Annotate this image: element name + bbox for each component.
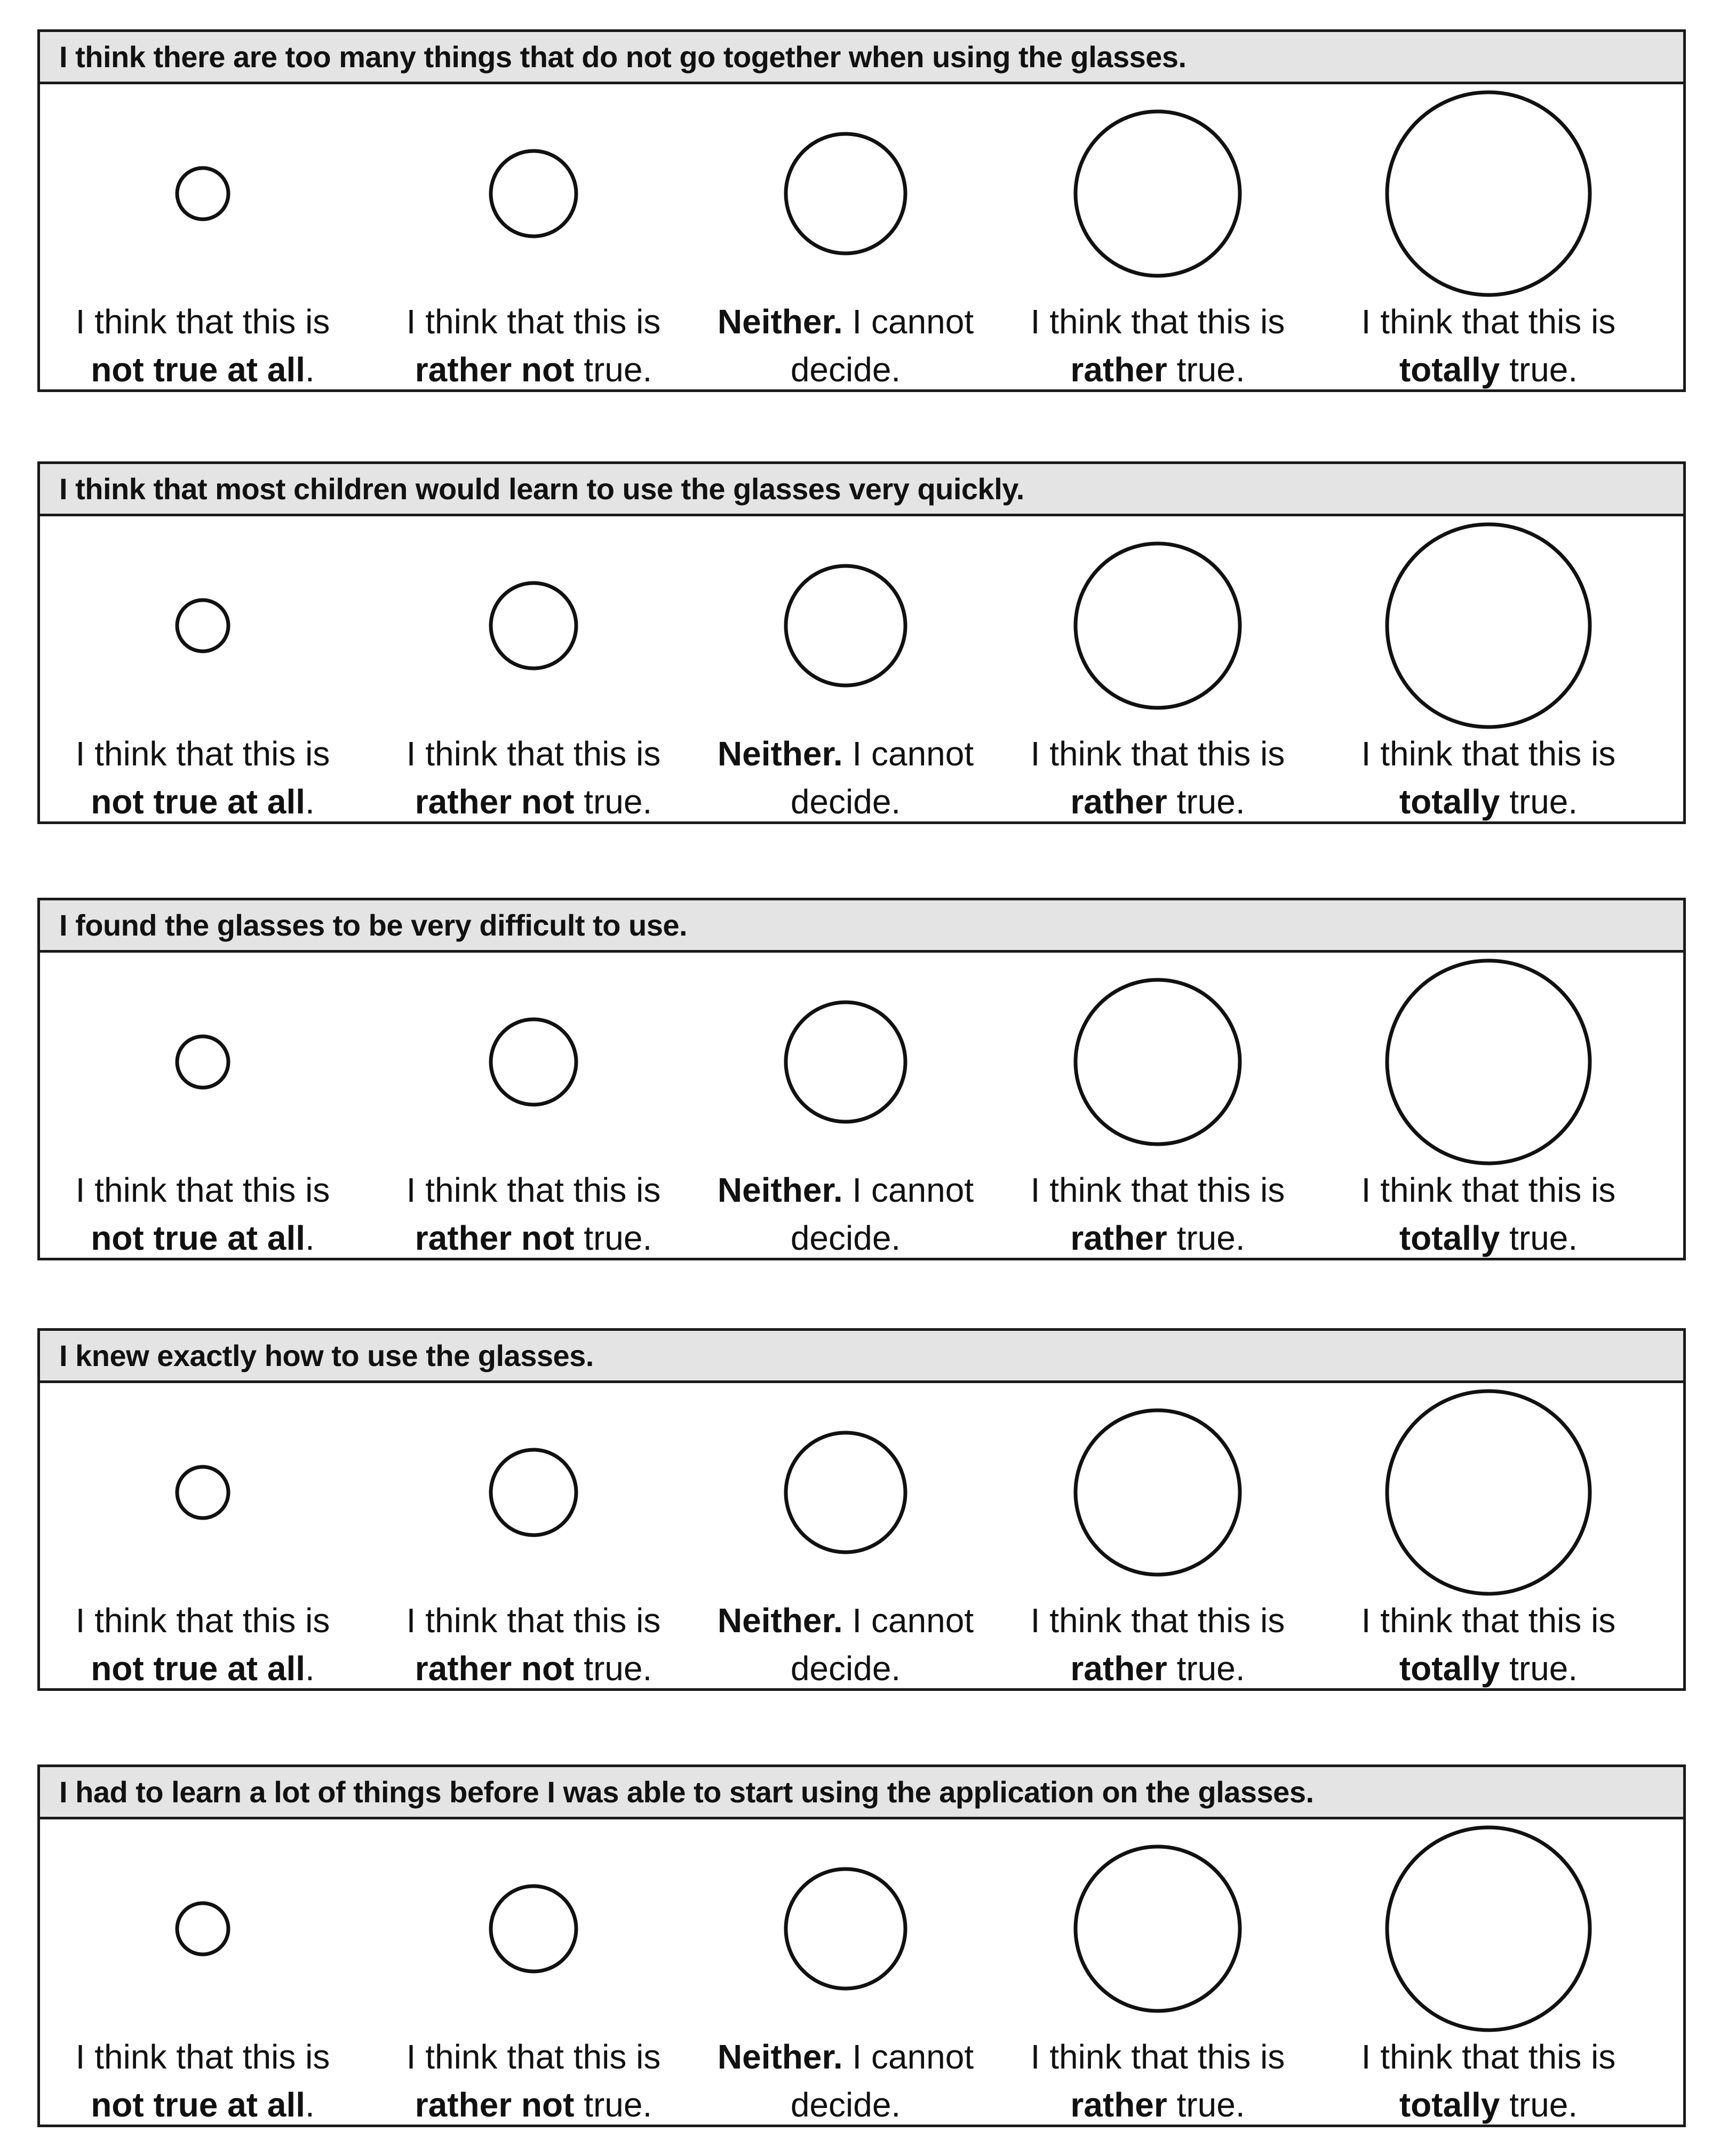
- scale-label-text: I think that this is: [1030, 2038, 1285, 2076]
- scale-option-4[interactable]: [1008, 84, 1307, 389]
- radio-circle[interactable]: [1076, 1847, 1240, 2011]
- rating-circle-icon[interactable]: [696, 1383, 995, 1596]
- question-text: I think that most children would learn to use the glasses very quickly.: [40, 464, 1683, 516]
- rating-circle-icon[interactable]: [384, 953, 683, 1166]
- scale-label-line-1: [1339, 2033, 1638, 2081]
- scale-label-emphasis: totally: [1399, 782, 1500, 821]
- scale-label-line-1: [696, 1596, 995, 1644]
- scale-label: [1339, 298, 1638, 394]
- radio-circle[interactable]: [177, 1036, 228, 1088]
- scale-label-line-2: [1008, 778, 1307, 826]
- scale-label-emphasis: rather not: [415, 350, 575, 389]
- question-5: [37, 1764, 1686, 2127]
- scale-label-text: true.: [574, 1649, 652, 1688]
- rating-circle-icon[interactable]: [384, 1819, 683, 2033]
- scale-label-text: I cannot: [842, 302, 974, 341]
- scale-option-5[interactable]: [1339, 84, 1638, 389]
- scale-option-1[interactable]: [53, 1383, 352, 1688]
- scale-option-1[interactable]: [53, 516, 352, 821]
- radio-circle[interactable]: [1076, 1410, 1240, 1575]
- scale-label-line-1: [53, 298, 352, 346]
- radio-circle[interactable]: [177, 600, 228, 651]
- radio-circle[interactable]: [1387, 524, 1590, 727]
- radio-circle[interactable]: [786, 1002, 905, 1122]
- question-1: [37, 29, 1686, 392]
- scale-label-text: true.: [574, 2086, 652, 2124]
- scale-option-4[interactable]: [1008, 1819, 1307, 2125]
- scale-label-line-2: [53, 778, 352, 826]
- scale-label: [1339, 2033, 1638, 2129]
- scale-label-text: decide.: [790, 1649, 901, 1688]
- scale-label-text: .: [305, 350, 315, 389]
- scale-label-emphasis: rather not: [415, 1219, 575, 1257]
- scale-label-line-1: [1008, 730, 1307, 778]
- scale-label: [1008, 730, 1307, 826]
- scale-label-text: true.: [1500, 350, 1578, 389]
- scale-label-emphasis: rather not: [415, 2086, 575, 2124]
- scale-option-5[interactable]: [1339, 1383, 1638, 1688]
- scale-label-line-2: [53, 346, 352, 394]
- scale-label-line-2: [53, 2081, 352, 2129]
- rating-circle-icon[interactable]: [696, 84, 995, 298]
- radio-circle[interactable]: [491, 1886, 576, 1971]
- scale-label-line-2: [1008, 2081, 1307, 2129]
- scale-label-line-1: [53, 730, 352, 778]
- scale-label-line-1: [1008, 2033, 1307, 2081]
- scale-label-text: true.: [1500, 1219, 1578, 1257]
- scale-label-emphasis: Neither.: [717, 2038, 843, 2076]
- scale-label-line-1: [696, 1166, 995, 1214]
- radio-circle[interactable]: [786, 566, 905, 685]
- scale-option-3[interactable]: [696, 953, 995, 1258]
- scale-label-line-2: [1339, 346, 1638, 394]
- scale-label-text: decide.: [790, 1219, 901, 1257]
- scale-label-text: true.: [1167, 1219, 1245, 1257]
- rating-scale: [40, 1383, 1683, 1688]
- scale-label-line-2: [696, 1644, 995, 1692]
- scale-label-emphasis: not true at all: [91, 1219, 306, 1257]
- radio-circle[interactable]: [491, 1450, 576, 1535]
- scale-label-text: I think that this is: [1361, 2038, 1616, 2076]
- scale-option-1[interactable]: [53, 1819, 352, 2125]
- radio-circle[interactable]: [1387, 1391, 1590, 1594]
- rating-circle-icon[interactable]: [53, 84, 352, 298]
- scale-option-2[interactable]: [384, 1819, 683, 2125]
- scale-label-text: .: [305, 1649, 315, 1688]
- scale-label-text: true.: [1167, 782, 1245, 821]
- scale-label-emphasis: totally: [1399, 2086, 1500, 2124]
- scale-label-line-2: [696, 1214, 995, 1262]
- radio-circle[interactable]: [1076, 980, 1240, 1144]
- scale-label: [696, 1596, 995, 1692]
- scale-label-text: I think that this is: [406, 1601, 661, 1640]
- scale-label: [696, 298, 995, 394]
- scale-label-line-1: [1008, 1166, 1307, 1214]
- scale-label-text: I think that this is: [1361, 302, 1616, 341]
- scale-option-2[interactable]: [384, 1383, 683, 1688]
- rating-circle-icon[interactable]: [696, 953, 995, 1166]
- radio-circle[interactable]: [491, 1019, 576, 1105]
- scale-label-text: I think that this is: [1361, 1601, 1616, 1640]
- scale-label-line-2: [1339, 778, 1638, 826]
- scale-label-emphasis: rather: [1070, 350, 1167, 389]
- radio-circle[interactable]: [1076, 111, 1240, 276]
- scale-label-text: I think that this is: [75, 2038, 330, 2076]
- rating-circle-icon[interactable]: [53, 1383, 352, 1596]
- scale-label-line-2: [696, 2081, 995, 2129]
- scale-label-text: I cannot: [842, 1601, 974, 1640]
- rating-circle-icon[interactable]: [1339, 84, 1638, 298]
- scale-option-4[interactable]: [1008, 516, 1307, 821]
- scale-label-text: I think that this is: [406, 1171, 661, 1209]
- scale-label-line-1: [384, 298, 683, 346]
- rating-circle-icon[interactable]: [1008, 516, 1307, 730]
- rating-circle-icon[interactable]: [1008, 84, 1307, 298]
- scale-label-text: I think that this is: [75, 734, 330, 773]
- scale-label-text: true.: [1500, 2086, 1578, 2124]
- scale-label-text: I cannot: [842, 2038, 974, 2076]
- scale-label-line-1: [696, 730, 995, 778]
- scale-label-line-2: [1339, 1214, 1638, 1262]
- scale-label-text: decide.: [790, 2086, 901, 2124]
- scale-label: [384, 1166, 683, 1262]
- scale-label: [696, 1166, 995, 1262]
- rating-circle-icon[interactable]: [384, 1383, 683, 1596]
- scale-label: [1008, 1166, 1307, 1262]
- radio-circle[interactable]: [491, 151, 576, 236]
- scale-label-emphasis: not true at all: [91, 350, 306, 389]
- scale-label: [384, 1596, 683, 1692]
- radio-circle[interactable]: [491, 583, 576, 668]
- scale-option-5[interactable]: [1339, 1819, 1638, 2125]
- scale-label-line-1: [53, 1596, 352, 1644]
- scale-label-text: I think that this is: [1361, 734, 1616, 773]
- rating-circle-icon[interactable]: [53, 516, 352, 730]
- scale-label-text: I think that this is: [75, 1171, 330, 1209]
- scale-label-text: I cannot: [842, 1171, 974, 1209]
- scale-label-text: true.: [1167, 1649, 1245, 1688]
- rating-circle-icon[interactable]: [1008, 953, 1307, 1166]
- scale-label: [53, 1166, 352, 1262]
- scale-option-3[interactable]: [696, 84, 995, 389]
- scale-label: [53, 730, 352, 826]
- radio-circle[interactable]: [786, 134, 905, 253]
- rating-circle-icon[interactable]: [1008, 1819, 1307, 2033]
- scale-label-text: decide.: [790, 350, 901, 389]
- radio-circle[interactable]: [177, 168, 228, 219]
- question-text: I found the glasses to be very difficult to use.: [40, 900, 1683, 953]
- scale-label-emphasis: Neither.: [717, 734, 843, 773]
- rating-circle-icon[interactable]: [53, 1819, 352, 2033]
- scale-label-line-2: [53, 1644, 352, 1692]
- scale-label-text: true.: [1167, 350, 1245, 389]
- rating-circle-icon[interactable]: [1008, 1383, 1307, 1596]
- rating-circle-icon[interactable]: [1339, 953, 1638, 1166]
- rating-scale: [40, 953, 1683, 1258]
- rating-circle-icon[interactable]: [384, 516, 683, 730]
- rating-scale: [40, 84, 1683, 389]
- scale-label-line-2: [1008, 1214, 1307, 1262]
- scale-label-text: I think that this is: [75, 1601, 330, 1640]
- scale-label-line-2: [384, 1214, 683, 1262]
- question-4: [37, 1328, 1686, 1691]
- scale-label: [53, 2033, 352, 2129]
- radio-circle[interactable]: [786, 1869, 905, 1989]
- scale-label-line-2: [1008, 346, 1307, 394]
- scale-label-text: I think that this is: [1030, 734, 1285, 773]
- scale-label-emphasis: Neither.: [717, 1601, 843, 1640]
- scale-label-line-1: [1339, 1166, 1638, 1214]
- scale-label-line-2: [384, 2081, 683, 2129]
- scale-label-text: .: [305, 1219, 315, 1257]
- scale-label: [53, 1596, 352, 1692]
- scale-label-text: I think that this is: [75, 302, 330, 341]
- scale-option-2[interactable]: [384, 953, 683, 1258]
- scale-label-text: I think that this is: [1361, 1171, 1616, 1209]
- scale-option-3[interactable]: [696, 1819, 995, 2125]
- scale-label-text: I think that this is: [1030, 302, 1285, 341]
- question-text: I think there are too many things that do not go together when using the glasses.: [40, 32, 1683, 84]
- scale-label-emphasis: Neither.: [717, 302, 843, 341]
- rating-circle-icon[interactable]: [384, 84, 683, 298]
- scale-label-line-2: [384, 1644, 683, 1692]
- scale-label-line-1: [1339, 730, 1638, 778]
- radio-circle[interactable]: [1387, 1827, 1590, 2030]
- scale-label-text: decide.: [790, 782, 901, 821]
- scale-label-line-1: [696, 298, 995, 346]
- scale-label-line-2: [696, 778, 995, 826]
- scale-option-1[interactable]: [53, 953, 352, 1258]
- scale-label-emphasis: rather not: [415, 1649, 575, 1688]
- scale-label-line-1: [384, 730, 683, 778]
- radio-circle[interactable]: [1387, 961, 1590, 1163]
- scale-label: [1339, 1166, 1638, 1262]
- rating-circle-icon[interactable]: [696, 516, 995, 730]
- scale-label-emphasis: rather: [1070, 782, 1167, 821]
- scale-label-line-2: [384, 346, 683, 394]
- scale-label-text: .: [305, 2086, 315, 2124]
- scale-label: [1008, 298, 1307, 394]
- scale-label-line-2: [384, 778, 683, 826]
- scale-label-emphasis: totally: [1399, 1219, 1500, 1257]
- scale-label-text: I think that this is: [406, 2038, 661, 2076]
- scale-option-5[interactable]: [1339, 516, 1638, 821]
- radio-circle[interactable]: [177, 1467, 228, 1518]
- scale-label-line-2: [696, 346, 995, 394]
- scale-label-text: .: [305, 782, 315, 821]
- scale-label-line-1: [384, 1596, 683, 1644]
- radio-circle[interactable]: [177, 1903, 228, 1954]
- scale-label: [1008, 1596, 1307, 1692]
- scale-label-text: true.: [574, 782, 652, 821]
- scale-label-line-1: [1339, 298, 1638, 346]
- scale-label-text: true.: [1167, 2086, 1245, 2124]
- radio-circle[interactable]: [1387, 92, 1590, 295]
- scale-label-line-1: [1008, 298, 1307, 346]
- scale-label-line-1: [1008, 1596, 1307, 1644]
- scale-label-line-1: [53, 2033, 352, 2081]
- scale-label-text: I cannot: [842, 734, 974, 773]
- question-text: I knew exactly how to use the glasses.: [40, 1331, 1683, 1383]
- scale-label: [384, 730, 683, 826]
- rating-circle-icon[interactable]: [53, 953, 352, 1166]
- scale-label: [384, 2033, 683, 2129]
- scale-option-3[interactable]: [696, 1383, 995, 1688]
- scale-option-1[interactable]: [53, 84, 352, 389]
- rating-circle-icon[interactable]: [696, 1819, 995, 2033]
- rating-scale: [40, 516, 1683, 821]
- scale-label-text: true.: [574, 1219, 652, 1257]
- scale-label-line-2: [1339, 2081, 1638, 2129]
- scale-label-text: I think that this is: [406, 734, 661, 773]
- scale-label-emphasis: rather: [1070, 1219, 1167, 1257]
- scale-option-5[interactable]: [1339, 953, 1638, 1258]
- scale-option-4[interactable]: [1008, 1383, 1307, 1688]
- scale-label-text: true.: [1500, 782, 1578, 821]
- scale-label-text: I think that this is: [406, 302, 661, 341]
- scale-label: [1339, 1596, 1638, 1692]
- scale-label-line-1: [384, 2033, 683, 2081]
- scale-label-line-1: [1339, 1596, 1638, 1644]
- scale-label: [696, 2033, 995, 2129]
- rating-scale: [40, 1819, 1683, 2125]
- radio-circle[interactable]: [786, 1433, 905, 1552]
- scale-label-text: true.: [574, 350, 652, 389]
- rating-circle-icon[interactable]: [1339, 516, 1638, 730]
- scale-label-emphasis: not true at all: [91, 782, 306, 821]
- scale-label-line-2: [1339, 1644, 1638, 1692]
- scale-label-emphasis: not true at all: [91, 1649, 306, 1688]
- scale-label-text: I think that this is: [1030, 1171, 1285, 1209]
- scale-label-emphasis: Neither.: [717, 1171, 843, 1209]
- scale-label: [53, 298, 352, 394]
- scale-label-line-1: [53, 1166, 352, 1214]
- scale-label-emphasis: not true at all: [91, 2086, 306, 2124]
- scale-option-2[interactable]: [384, 516, 683, 821]
- rating-circle-icon[interactable]: [1339, 1819, 1638, 2033]
- scale-label-line-1: [384, 1166, 683, 1214]
- scale-label: [1339, 730, 1638, 826]
- scale-option-3[interactable]: [696, 516, 995, 821]
- scale-label-emphasis: rather: [1070, 2086, 1167, 2124]
- rating-circle-icon[interactable]: [1339, 1383, 1638, 1596]
- scale-label-text: true.: [1500, 1649, 1578, 1688]
- scale-label-emphasis: rather: [1070, 1649, 1167, 1688]
- scale-label-emphasis: rather not: [415, 782, 575, 821]
- question-text: I had to learn a lot of things before I was able to start using the application on the glasses.: [40, 1767, 1683, 1819]
- scale-label: [384, 298, 683, 394]
- scale-label: [1008, 2033, 1307, 2129]
- question-2: [37, 461, 1686, 824]
- scale-label-line-2: [1008, 1644, 1307, 1692]
- scale-option-2[interactable]: [384, 84, 683, 389]
- scale-label: [696, 730, 995, 826]
- question-3: [37, 898, 1686, 1260]
- scale-label-emphasis: totally: [1399, 350, 1500, 389]
- scale-label-emphasis: totally: [1399, 1649, 1500, 1688]
- scale-option-4[interactable]: [1008, 953, 1307, 1258]
- scale-label-line-1: [696, 2033, 995, 2081]
- radio-circle[interactable]: [1076, 544, 1240, 708]
- scale-label-line-2: [53, 1214, 352, 1262]
- scale-label-text: I think that this is: [1030, 1601, 1285, 1640]
